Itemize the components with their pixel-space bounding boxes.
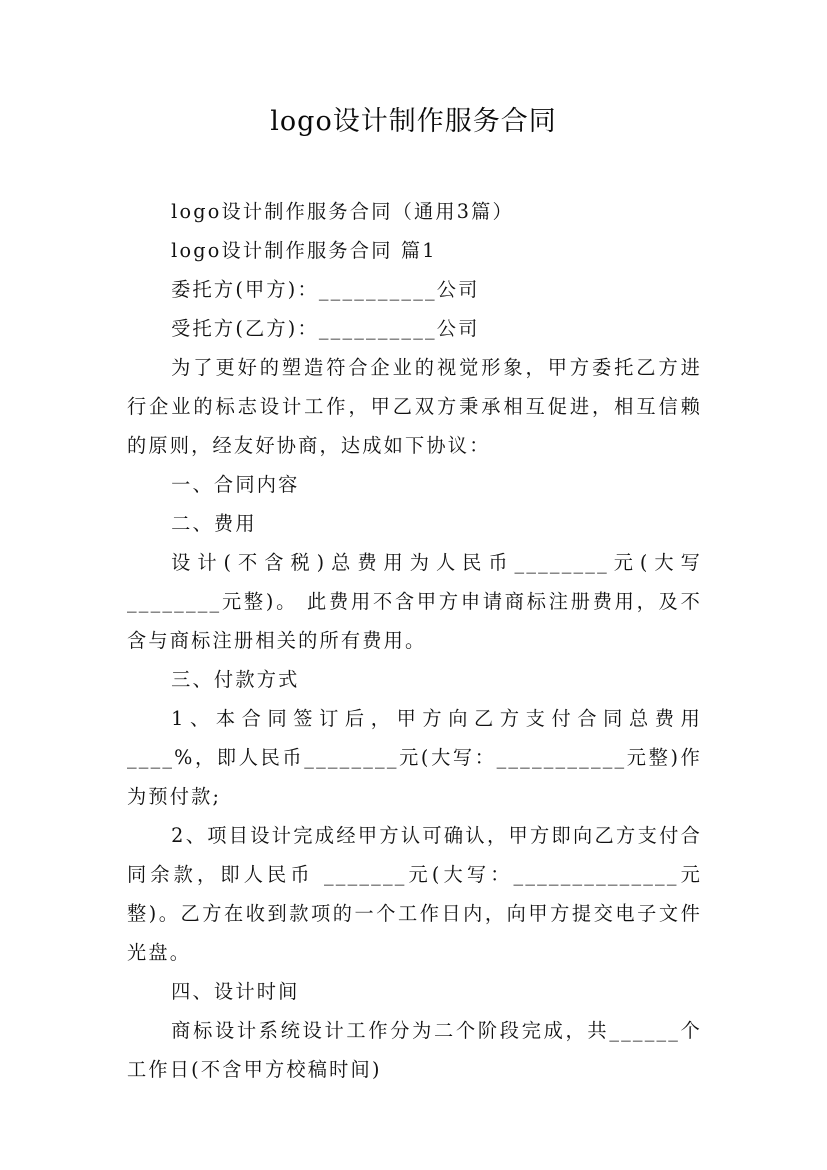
paragraph-party-b: 受托方(乙方)：__________公司: [171, 317, 480, 340]
paragraph-party-a: 委托方(甲方)：__________公司: [171, 278, 480, 301]
paragraph-preamble: 为了更好的塑造符合企业的视觉形象，甲方委托乙方进行企业的标志设计工作，甲乙双方秉承相互促进，相互信赖的原则，经友好协商，达成如下协议：: [127, 356, 702, 457]
section-heading-fees: 二、费用: [171, 512, 257, 535]
paragraph-collection-title: logo设计制作服务合同（通用3篇）: [171, 200, 514, 223]
paragraph-schedule: 商标设计系统设计工作分为二个阶段完成，共______个工作日(不含甲方校稿时间): [127, 1019, 702, 1081]
document-body: [127, 192, 702, 1089]
paragraph-payment-1: 1、本合同签订后，甲方向乙方支付合同总费用____%，即人民币________元(大写：___________元整)作为预付款;: [127, 707, 702, 808]
section-heading-content: 一、合同内容: [171, 473, 300, 496]
section-heading-schedule: 四、设计时间: [171, 980, 300, 1003]
paragraph-contract-heading: logo设计制作服务合同 篇1: [171, 239, 437, 262]
paragraph-fees: 设计(不含税)总费用为人民币________元(大写________元整)。 此费用不含甲方申请商标注册费用，及不含与商标注册相关的所有费用。: [127, 551, 702, 652]
paragraph-payment-2: 2、项目设计完成经甲方认可确认，甲方即向乙方支付合同余款，即人民币 _______元(大写：______________元整)。乙方在收到款项的一个工作日内，向甲方提交电子文件光盘。: [127, 824, 702, 964]
section-heading-payment: 三、付款方式: [171, 668, 300, 691]
document-title: logo设计制作服务合同: [270, 106, 557, 137]
